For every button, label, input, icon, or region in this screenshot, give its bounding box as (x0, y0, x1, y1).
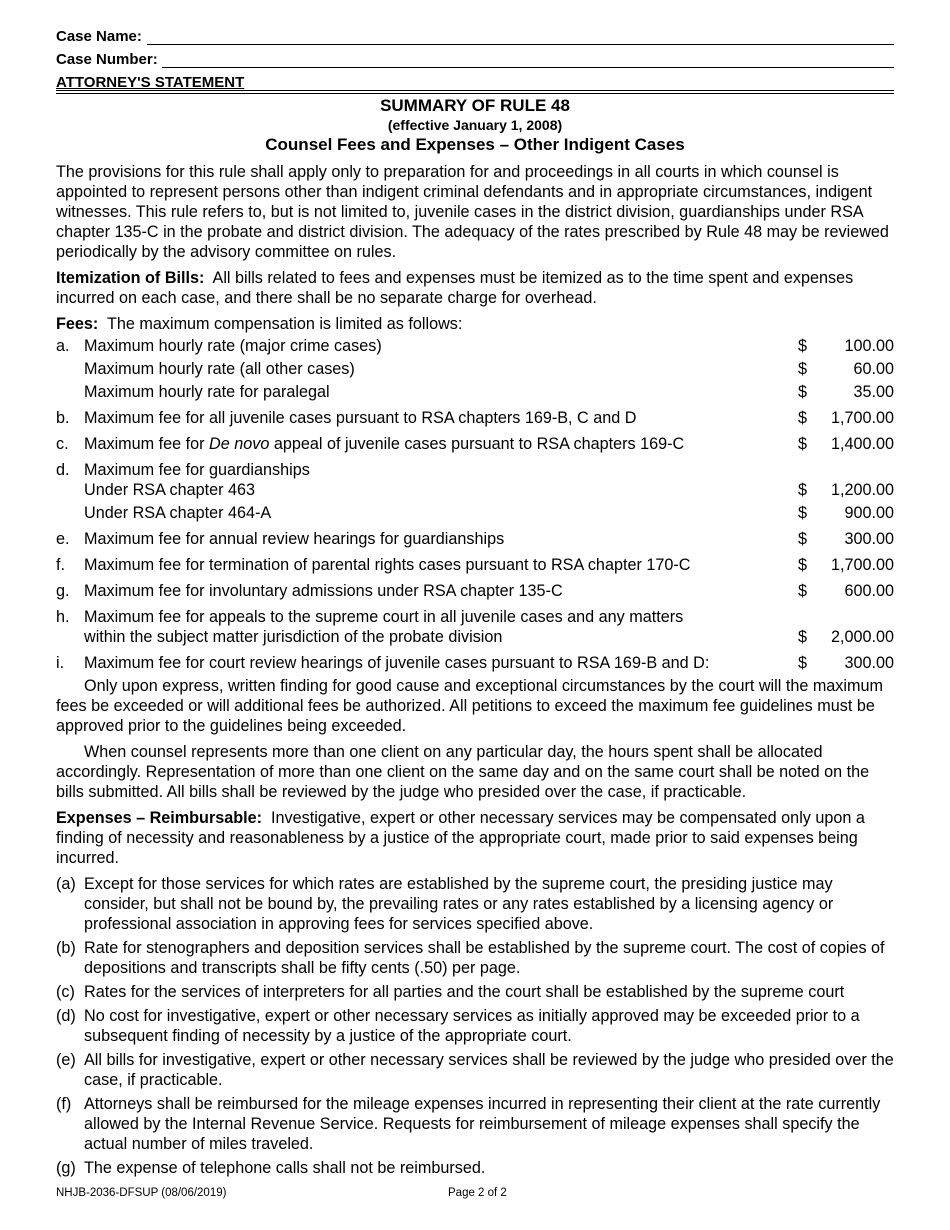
currency-symbol: $ (798, 628, 808, 646)
fee-letter: i. (56, 654, 65, 672)
fee-description: Maximum fee for involuntary admissions under RSA chapter 135-C (84, 582, 563, 600)
fees-intro-text: The maximum compensation is limited as follows: (107, 315, 463, 333)
currency-symbol: $ (798, 481, 808, 499)
case-name-blank[interactable] (147, 44, 894, 45)
fee-description: Under RSA chapter 463 (84, 481, 255, 499)
fee-letter: d. (56, 461, 70, 479)
fee-row (56, 581, 894, 601)
expenses-text: Investigative, expert or other necessary services may be compensated only upon a finding of necessity and reasonableness by a justice of the appropriate court, made prior to said expenses being incurred. (56, 809, 865, 867)
expense-item (56, 1158, 894, 1178)
case-number-blank[interactable] (162, 67, 894, 68)
fee-row (56, 627, 894, 647)
expense-letter: (d) (56, 1007, 76, 1025)
expense-letter: (f) (56, 1095, 72, 1113)
fee-amount: 1,700.00 (830, 556, 894, 574)
fee-description: Maximum fee for court review hearings of juvenile cases pursuant to RSA 169-B and D: (84, 654, 710, 672)
expenses-label: Expenses – Reimbursable: (56, 809, 263, 827)
fee-letter: h. (56, 608, 70, 626)
fee-row (56, 480, 894, 500)
de-novo-term: De novo (209, 435, 270, 453)
expense-text: No cost for investigative, expert or other necessary services as initially approved may be exceeded prior to a subsequent finding of necessity by a justice of the appropriate court. (84, 1007, 860, 1045)
fee-description: Maximum fee for termination of parental rights cases pursuant to RSA chapter 170-C (84, 556, 691, 574)
expense-text: The expense of telephone calls shall not be reimbursed. (84, 1159, 486, 1177)
case-number-label: Case Number: (56, 51, 158, 68)
expense-text: Except for those services for which rates are established by the supreme court, the presiding justice may consider, but shall not be bound by, the prevailing rates or any rates established by a licensing agency or professional association in approving fees for services specified above. (84, 875, 834, 933)
fee-amount: 1,200.00 (830, 481, 894, 499)
expense-text: All bills for investigative, expert or other necessary services shall be reviewed by the judge who presided over the case, if practicable. (84, 1051, 894, 1089)
expense-text: Attorneys shall be reimbursed for the mileage expenses incurred in representing their client at the rate currently allowed by the Internal Revenue Service. Requests for reimbursement of mileage expenses shall specify the actual number of miles traveled. (84, 1095, 881, 1153)
fee-row (56, 434, 894, 454)
effective-date: (effective January 1, 2008) (387, 117, 563, 133)
title-block (56, 96, 894, 156)
fee-amount: 600.00 (844, 582, 894, 600)
page-number: Page 2 of 2 (448, 1187, 507, 1199)
itemization-paragraph (56, 268, 894, 308)
expense-text: Rate for stenographers and deposition services shall be established by the supreme court. The cost of copies of depositions and transcripts shall be fifty cents (.50) per page. (84, 939, 885, 977)
attorney-statement-heading: ATTORNEY'S STATEMENT (56, 74, 245, 91)
expense-item (56, 1006, 894, 1046)
fee-letter: e. (56, 530, 70, 548)
header-divider-2 (56, 93, 894, 94)
currency-symbol: $ (798, 504, 808, 522)
currency-symbol: $ (798, 360, 808, 378)
fees-intro (56, 314, 894, 334)
currency-symbol: $ (798, 556, 808, 574)
expenses-paragraph (56, 808, 894, 868)
fee-row (56, 334, 894, 356)
currency-symbol: $ (798, 530, 808, 548)
fee-description: Maximum fee for De novo appeal of juvenile cases pursuant to RSA chapters 169-C (84, 435, 685, 453)
fee-description: Under RSA chapter 464-A (84, 504, 272, 522)
itemization-label: Itemization of Bills: (56, 269, 205, 287)
fee-row (56, 555, 894, 575)
fee-letter: a. (56, 337, 70, 355)
fee-row (56, 379, 894, 402)
expense-letter: (g) (56, 1159, 76, 1177)
fee-amount: 1,700.00 (830, 409, 894, 427)
fee-row (56, 356, 894, 379)
expense-letter: (c) (56, 983, 75, 1001)
fee-amount: 2,000.00 (830, 628, 894, 646)
expense-letter: (e) (56, 1051, 76, 1069)
fee-amount: 300.00 (844, 530, 894, 548)
page-title: SUMMARY OF RULE 48 (380, 96, 570, 115)
multiple-clients-paragraph: When counsel represents more than one client on any particular day, the hours spent shall be allocated accordingly. Representation of more than one client on the same day and on the same court shall be noted on the bills submitted. All bills shall be reviewed by the judge who presided over the case, if practicable. (56, 743, 870, 801)
fee-row (56, 460, 894, 480)
fee-row (56, 653, 894, 673)
document-body (56, 162, 894, 1182)
fee-letter: c. (56, 435, 69, 453)
fee-description: Maximum hourly rate (all other cases) (84, 360, 355, 378)
currency-symbol: $ (798, 582, 808, 600)
expense-item (56, 982, 894, 1002)
fee-amount: 900.00 (844, 504, 894, 522)
expense-letter: (b) (56, 939, 76, 957)
page-subtitle: Counsel Fees and Expenses – Other Indigent Cases (265, 135, 685, 154)
intro-paragraph: The provisions for this rule shall apply only to preparation for and proceedings in all courts in which counsel is appointed to represent persons other than indigent criminal defendants and in appropriate circumstances, indigent witnesses. This rule refers to, but is not limited to, juvenile cases in the district division, guardianships under RSA chapter 135-C in the probate and district division. The adequacy of the rates prescribed by Rule 48 may be reviewed periodically by the advisory committee on rules. (56, 163, 889, 261)
fee-description: Maximum hourly rate (major crime cases) (84, 337, 382, 355)
fee-amount: 300.00 (844, 654, 894, 672)
itemization-text: All bills related to fees and expenses must be itemized as to the time spent and expenses incurred on each case, and there shall be no separate charge for overhead. (56, 269, 854, 307)
currency-symbol: $ (798, 337, 808, 355)
expense-item (56, 1050, 894, 1090)
express-finding-paragraph: Only upon express, written finding for good cause and exceptional circumstances by the court will the maximum fees be exceeded or will additional fees be authorized. All petitions to exceed the maximum fee guidelines must be approved prior to the guidelines being exceeded. (56, 677, 883, 735)
fee-row (56, 408, 894, 428)
currency-symbol: $ (798, 409, 808, 427)
fee-amount: 35.00 (853, 383, 894, 401)
fee-amount: 1,400.00 (830, 435, 894, 453)
fee-row (56, 500, 894, 523)
fee-row (56, 607, 894, 627)
currency-symbol: $ (798, 654, 808, 672)
case-number-field[interactable] (56, 50, 894, 70)
expense-item (56, 938, 894, 978)
expense-item (56, 874, 894, 934)
fees-label: Fees: (56, 315, 99, 333)
fee-description: Maximum hourly rate for paralegal (84, 383, 330, 401)
case-name-label: Case Name: (56, 28, 142, 45)
fee-amount: 100.00 (844, 337, 894, 355)
currency-symbol: $ (798, 435, 808, 453)
currency-symbol: $ (798, 383, 808, 401)
fee-description: Maximum fee for annual review hearings for guardianships (84, 530, 505, 548)
form-number: NHJB-2036-DFSUP (08/06/2019) (56, 1187, 227, 1199)
fee-description: Maximum fee for appeals to the supreme court in all juvenile cases and any matters (84, 608, 684, 626)
fee-description: Maximum fee for all juvenile cases pursuant to RSA chapters 169-B, C and D (84, 409, 637, 427)
case-name-field[interactable] (56, 27, 894, 47)
fee-row (56, 529, 894, 549)
fee-letter: g. (56, 582, 70, 600)
fee-description: Maximum fee for guardianships (84, 461, 310, 479)
fee-letter: b. (56, 409, 70, 427)
expense-letter: (a) (56, 875, 76, 893)
expense-text: Rates for the services of interpreters for all parties and the court shall be established by the supreme court (84, 983, 845, 1001)
fee-letter: f. (56, 556, 65, 574)
header-divider (56, 90, 894, 91)
fee-amount: 60.00 (853, 360, 894, 378)
fee-description: within the subject matter jurisdiction of the probate division (84, 628, 503, 646)
expense-item (56, 1094, 894, 1154)
